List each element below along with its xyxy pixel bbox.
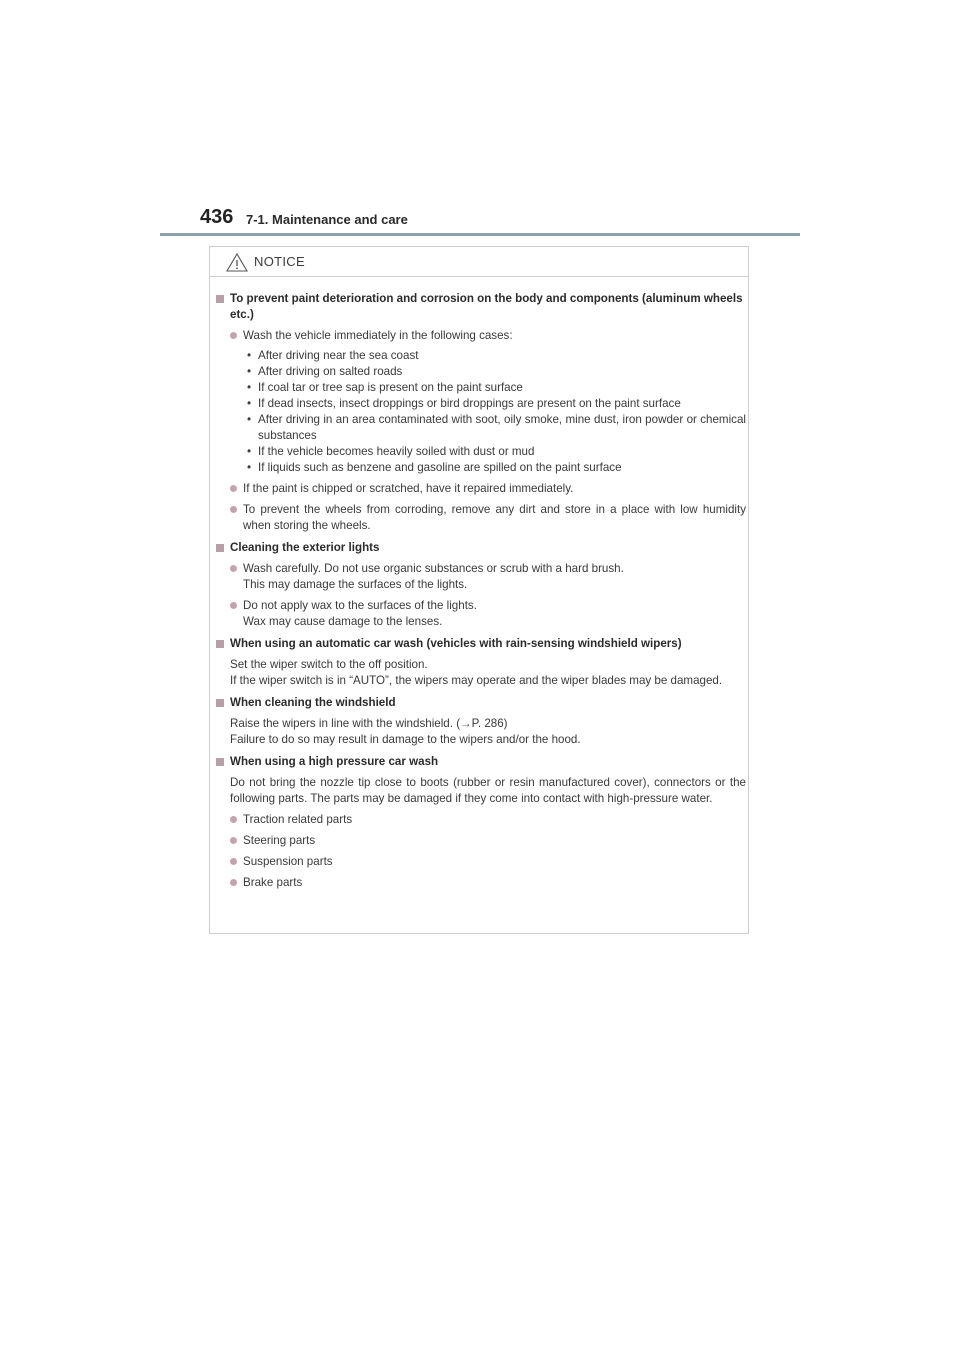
list-item: Steering parts: [216, 833, 746, 849]
sub-item: • After driving on salted roads: [247, 365, 403, 378]
sub-item: • If the vehicle becomes heavily soiled with dust or mud: [247, 445, 535, 458]
sub-item: • If liquids such as benzene and gasoline are spilled on the paint surface: [247, 461, 622, 474]
page-header: [160, 206, 800, 236]
list-item: Wash carefully. Do not use organic substances or scrub with a hard brush. This may damage the surfaces of the lights.: [216, 561, 746, 593]
section-heading: To prevent paint deterioration and corrosion on the body and components (aluminum wheels etc.): [216, 291, 746, 323]
sub-item: • If dead insects, insect droppings or bird droppings are present on the paint surface: [247, 397, 681, 410]
circle-bullet-icon: [230, 837, 237, 844]
sub-item: • After driving in an area contaminated with soot, oily smoke, mine dust, iron powder or chemical substances: [247, 413, 746, 442]
section-heading: When using an automatic car wash (vehicles with rain-sensing windshield wipers): [216, 636, 746, 652]
paragraph: Set the wiper switch to the off position. If the wiper switch is in “AUTO”, the wipers may operate and the wiper blades may be damaged.: [230, 658, 723, 687]
list-item: Brake parts: [216, 875, 746, 891]
paragraph: Do not bring the nozzle tip close to boots (rubber or resin manufactured cover), connectors or the following parts. The parts may be damaged if they come into contact with high-pressure water.: [230, 776, 746, 805]
sub-item: • If coal tar or tree sap is present on the paint surface: [247, 381, 523, 394]
list-item: To prevent the wheels from corroding, remove any dirt and store in a place with low humidity when storing the wheels.: [216, 502, 746, 534]
square-bullet-icon: [216, 295, 224, 303]
circle-bullet-icon: [230, 506, 237, 513]
notice-label: NOTICE: [254, 254, 305, 269]
warning-icon: [226, 253, 248, 272]
circle-bullet-icon: [230, 565, 237, 572]
square-bullet-icon: [216, 544, 224, 552]
circle-bullet-icon: [230, 816, 237, 823]
circle-bullet-icon: [230, 879, 237, 886]
circle-bullet-icon: [230, 332, 237, 339]
paragraph: Raise the wipers in line with the windshield. (→P. 286) Failure to do so may result in damage to the wipers and/or the hood.: [216, 716, 746, 748]
list-item: Wash the vehicle immediately in the following cases:: [216, 328, 746, 344]
notice-header: [210, 247, 748, 277]
notice-box: [209, 246, 749, 934]
list-item: Traction related parts: [216, 812, 746, 828]
notice-content: [216, 291, 746, 891]
page-reference: Raise the wipers in line with the windshield. (→P. 286): [230, 717, 508, 730]
square-bullet-icon: [216, 640, 224, 648]
section-title: 7-1. Maintenance and care: [246, 212, 408, 227]
list-item: Do not apply wax to the surfaces of the lights. Wax may cause damage to the lenses.: [216, 598, 746, 630]
header-rule: [160, 233, 800, 236]
circle-bullet-icon: [230, 485, 237, 492]
section-heading: When using a high pressure car wash: [216, 754, 746, 770]
circle-bullet-icon: [230, 602, 237, 609]
circle-bullet-icon: [230, 858, 237, 865]
page-number: 436: [200, 206, 234, 228]
list-item: Suspension parts: [216, 854, 746, 870]
section-heading: When cleaning the windshield: [216, 695, 746, 711]
square-bullet-icon: [216, 699, 224, 707]
list-item: If the paint is chipped or scratched, have it repaired immediately.: [216, 481, 746, 497]
square-bullet-icon: [216, 758, 224, 766]
section-heading: Cleaning the exterior lights: [216, 540, 746, 556]
sub-item: • After driving near the sea coast: [247, 349, 419, 362]
